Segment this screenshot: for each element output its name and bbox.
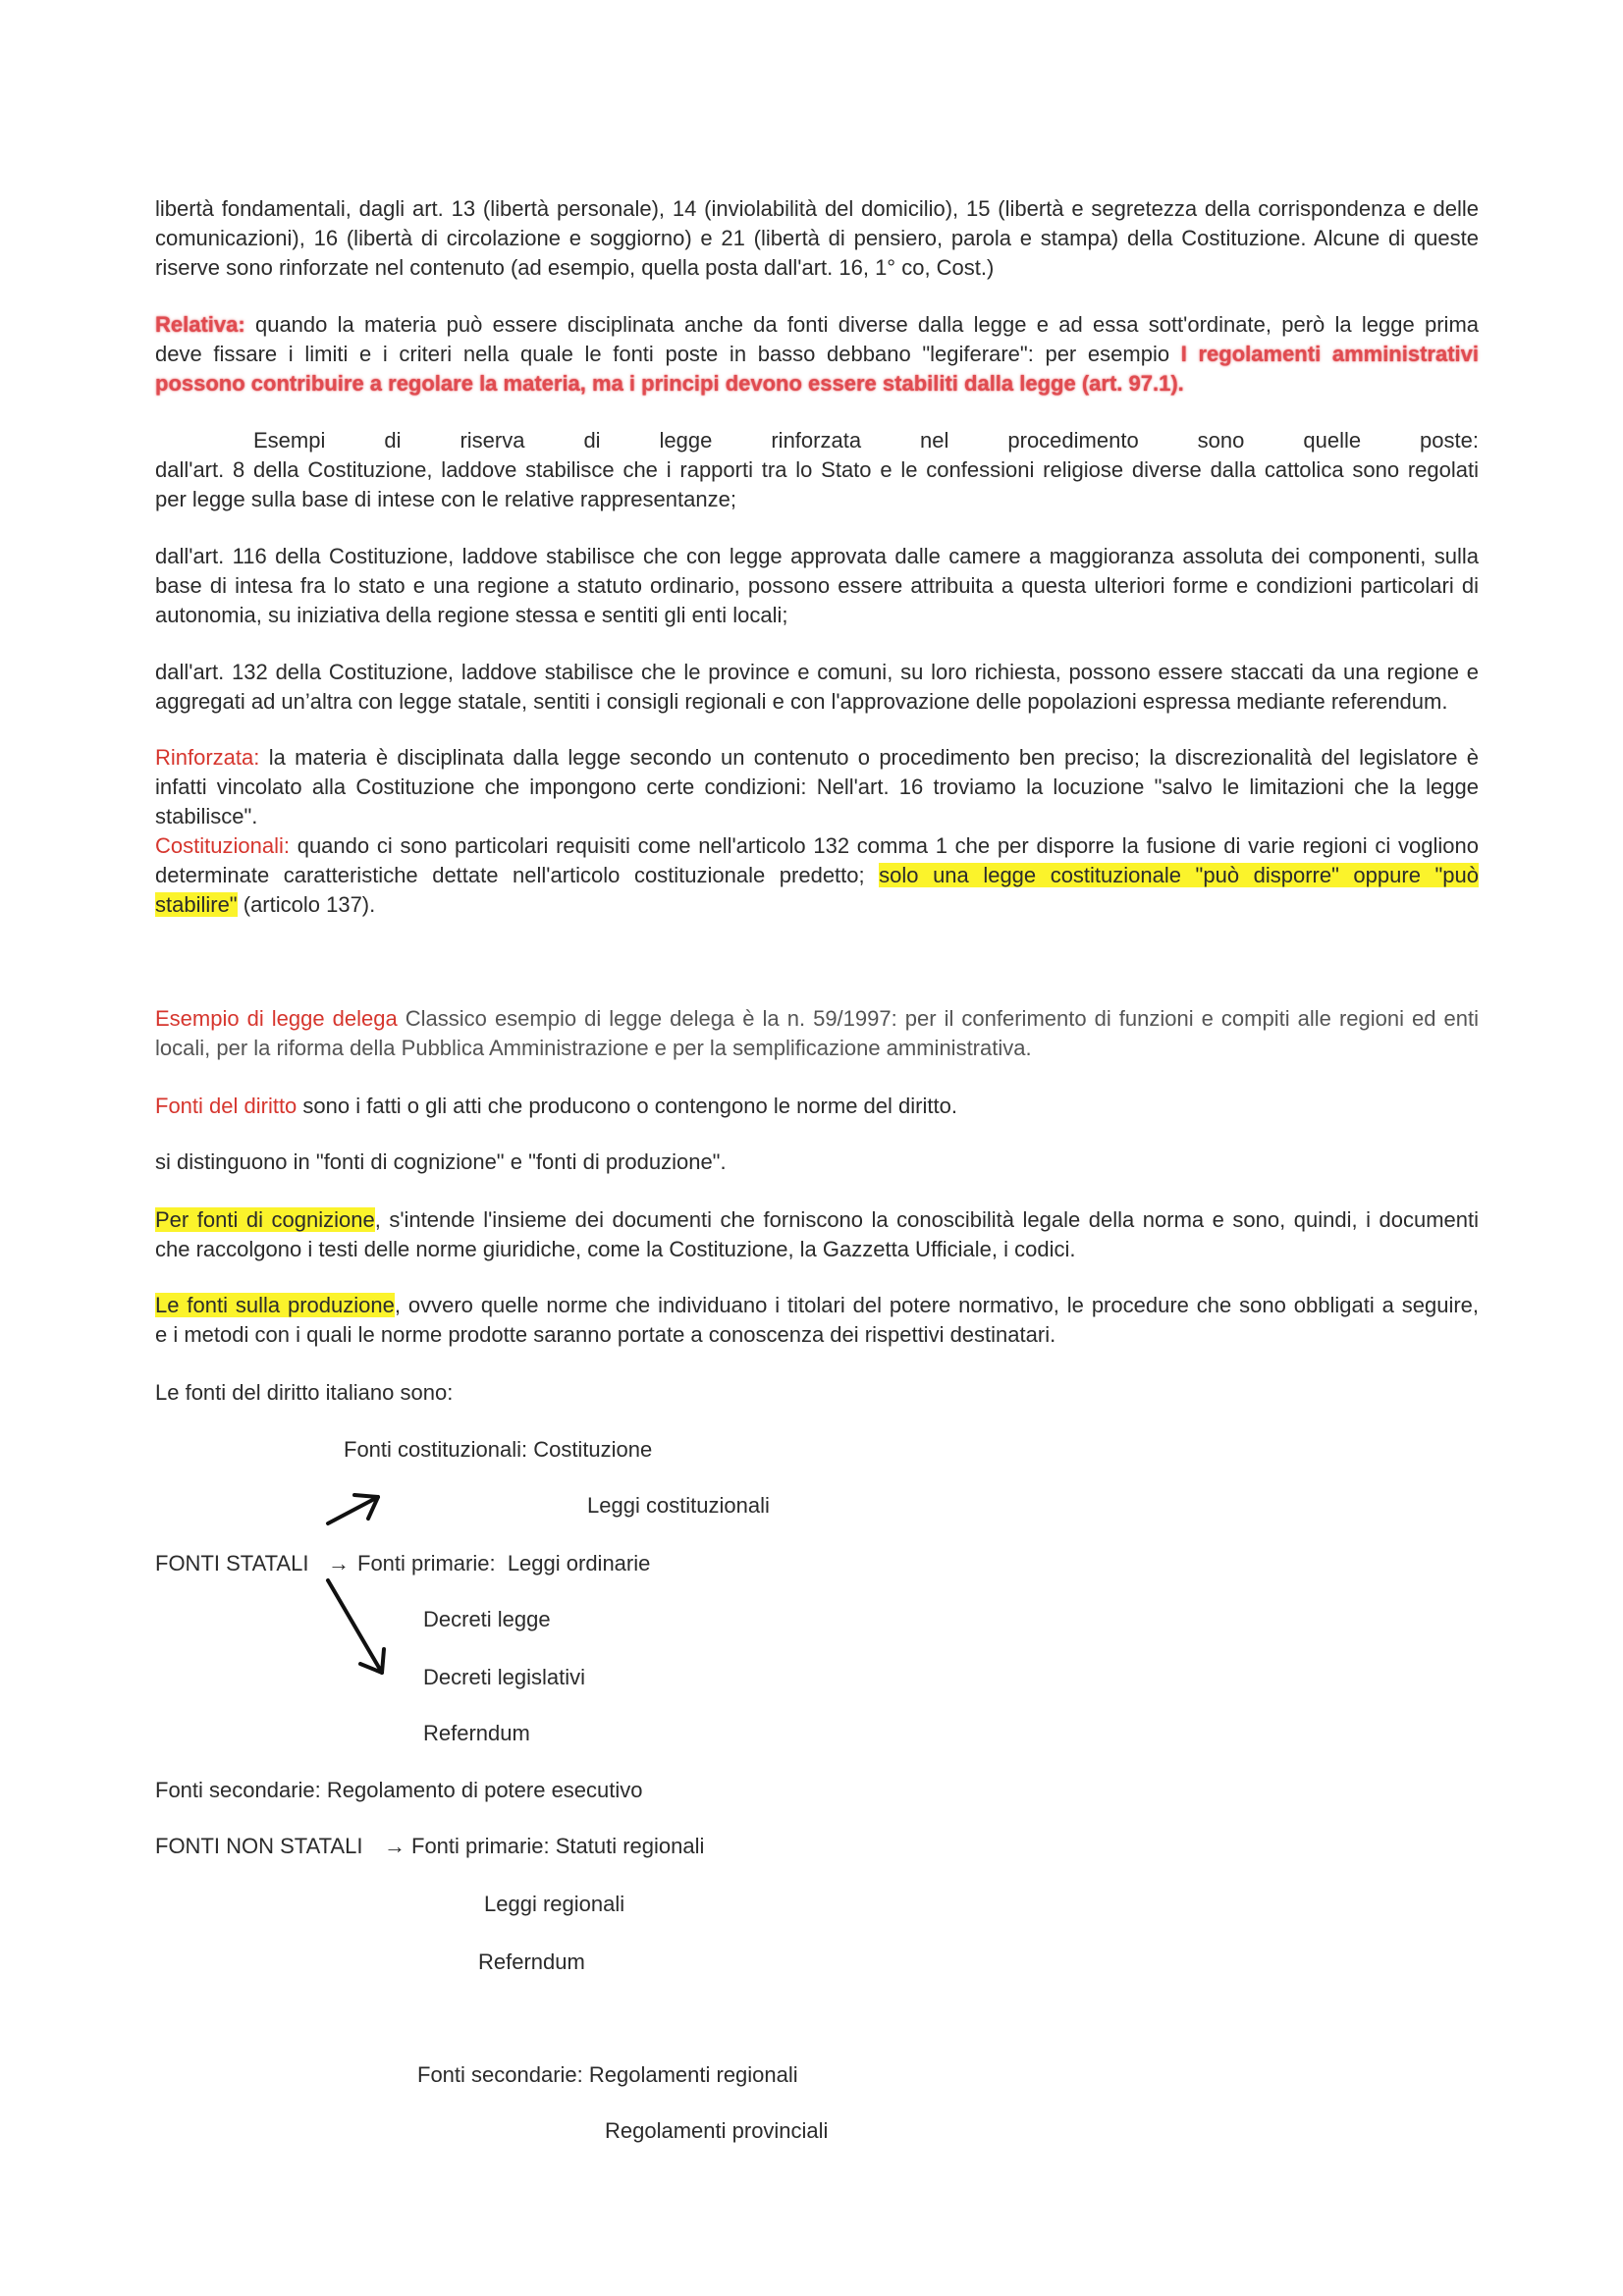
diagram-label-leggi-costituzionali: Leggi costituzionali [587, 1493, 770, 1518]
text-line [155, 340, 1479, 369]
body-text: autonomia, su iniziativa della regione stessa e sentiti gli enti locali; [155, 603, 788, 627]
red-label: Rinforzata: [155, 745, 260, 770]
text-line [155, 601, 1479, 630]
paragraph-riserva-relativa [155, 310, 1479, 399]
text-line [155, 542, 1479, 571]
paragraph-esempi-riserva-rinforzata [155, 426, 1479, 514]
body-text: dall'art. 8 della Costituzione, laddove stabilisce che i rapporti tra lo Stato e le confessioni religiose diverse dalla cattolica sono regolati [155, 457, 1479, 482]
text-line [155, 426, 1479, 455]
text-line [155, 1092, 1479, 1121]
text-line [155, 802, 1479, 831]
body-text: quando ci sono particolari requisiti come nell'articolo 132 comma 1 che per disporre la fusione di varie regioni ci vogliono [289, 833, 1479, 858]
body-text: quando la materia può essere disciplinata anche da fonti diverse dalla legge e ad essa sott'ordinate, però la legge prima [244, 312, 1479, 337]
paragraph-riserva-rinforzata [155, 743, 1479, 831]
body-text: si distinguono in "fonti di cognizione" e "fonti di produzione". [155, 1149, 727, 1174]
text-line [155, 1034, 1479, 1063]
highlighted-text: solo una legge costituzionale "può disporre" oppure "può [879, 863, 1479, 887]
text-line [155, 1148, 1479, 1177]
arrow-shaft [328, 1497, 378, 1523]
text-line [155, 1004, 1479, 1034]
paragraph-fonti-produzione [155, 1291, 1479, 1350]
highlighted-text: stabilire" [155, 892, 238, 917]
body-text: base di intesa fra lo stato e una regione a statuto ordinario, possono essere attribuita a questa ulteriori forme e condizioni particolari di [155, 573, 1479, 598]
body-text: aggregati ad un’altra con legge statale, sentiti i consigli regionali e con l'approvazione delle popolazioni espressa mediante referendum. [155, 689, 1448, 714]
red-emphasis-text: possono contribuire a regolare la materia, ma i principi devono essere stabiliti dalla legge (art. 97.1). [155, 371, 1184, 396]
paragraph-riserva-costituzionale [155, 831, 1479, 920]
body-text: libertà fondamentali, dagli art. 13 (libertà personale), 14 (inviolabilità del domicilio), 15 (libertà e segretezza della corrispondenza e delle [155, 196, 1479, 221]
diagram-label-referendum-statale: Referndum [423, 1721, 530, 1745]
body-text: (articolo 137). [237, 892, 376, 917]
text-line [155, 658, 1479, 687]
text-line [155, 369, 1479, 399]
body-text: la materia è disciplinata dalla legge secondo un contenuto o procedimento ben preciso; la discrezionalità del legislatore è [259, 745, 1479, 770]
text-line [155, 1235, 1479, 1264]
red-label: Esempio di legge delega [155, 1006, 398, 1031]
right-arrow-icon: → [384, 1834, 406, 1858]
paragraph-elenco-fonti-intro [155, 1378, 1479, 1408]
red-label: Fonti del diritto [155, 1094, 298, 1118]
body-text: dall'art. 116 della Costituzione, laddove stabilisce che con legge approvata dalle camere a maggioranza assoluta dei componenti, sulla [155, 544, 1479, 568]
arrow-down-right-icon [328, 1580, 384, 1673]
diagram-label-decreti-legislativi: Decreti legislativi [423, 1665, 586, 1689]
body-text: riserve sono rinforzate nel contenuto (ad esempio, quella posta dall'art. 16, 1° co, Cost.) [155, 255, 995, 280]
paragraph-distinzione-fonti [155, 1148, 1479, 1177]
paragraph-riserve-liberta-fondamentali [155, 194, 1479, 283]
text-line [155, 687, 1479, 717]
text-line [155, 1320, 1479, 1350]
body-text: sono i fatti o gli atti che producono o contengono le norme del diritto. [297, 1094, 957, 1118]
red-emphasis-text: Relativa: [155, 312, 245, 337]
text-line [155, 455, 1479, 485]
body-text: infatti vincolato alla Costituzione che impongono certe condizioni: Nell'art. 16 troviamo la locuzione "salvo le limitazioni che la legge [155, 774, 1479, 799]
body-text: determinate caratteristiche dettate nell'articolo costituzionale predetto; [155, 863, 880, 887]
text-line [155, 1291, 1479, 1320]
text-line [155, 485, 1479, 514]
paragraph-fonti-cognizione [155, 1205, 1479, 1264]
diagram-label-fonti-primarie-non-statali: Fonti primarie: Statuti regionali [411, 1834, 705, 1858]
text-line [155, 1378, 1479, 1408]
diagram-label-decreti-legge: Decreti legge [423, 1607, 551, 1631]
text-line [155, 861, 1479, 890]
text-line [155, 831, 1479, 861]
highlighted-text: Le fonti sulla produzione [155, 1293, 395, 1317]
diagram-label-regolamenti-provinciali: Regolamenti provinciali [605, 2118, 829, 2143]
body-text: deve fissare i limiti e i criteri nella quale le fonti poste in basso debbano "legiferare": per esempio [155, 342, 1181, 366]
arrow-head [360, 1649, 384, 1673]
diagram-label-leggi-regionali: Leggi regionali [484, 1892, 625, 1916]
diagram-label-fonti-non-statali: FONTI NON STATALI [155, 1834, 363, 1858]
body-text: per legge sulla base di intese con le relative rappresentanze; [155, 487, 736, 511]
red-emphasis-text: I regolamenti amministrativi [1180, 342, 1479, 366]
diagram-label-fonti-secondarie-non-statali: Fonti secondarie: Regolamenti regionali [417, 2062, 798, 2087]
body-text: Le fonti del diritto italiano sono: [155, 1380, 454, 1405]
text-line [155, 194, 1479, 224]
body-text: comunicazioni), 16 (libertà di circolazione e soggiorno) e 21 (libertà di pensiero, parola e stampa) della Costituzione. Alcune di queste [155, 226, 1479, 250]
text-line [155, 310, 1479, 340]
arrow-head [354, 1495, 378, 1519]
diagram-label-fonti-costituzionali: Fonti costituzionali: Costituzione [344, 1437, 653, 1462]
text-line [155, 1205, 1479, 1235]
highlighted-text: Per fonti di cognizione [155, 1207, 375, 1232]
text-line [155, 743, 1479, 773]
muted-text: Classico esempio di legge delega è la n. 59/1997: per il conferimento di funzioni e compiti alle regioni ed enti [397, 1006, 1479, 1031]
body-text: che raccolgono i testi delle norme giuridiche, come la Costituzione, la Gazzetta Ufficiale, i codici. [155, 1237, 1076, 1261]
paragraph-legge-delega [155, 1004, 1479, 1063]
arrow-shaft [328, 1580, 382, 1673]
diagram-label-fonti-primarie-statali: Fonti primarie: Leggi ordinarie [357, 1551, 651, 1575]
paragraph-fonti-del-diritto [155, 1092, 1479, 1121]
body-text: dall'art. 132 della Costituzione, laddove stabilisce che le province e comuni, su loro richiesta, possono essere staccati da una regione e [155, 660, 1479, 684]
paragraph-art-116 [155, 542, 1479, 630]
body-text: Esempi di riserva di legge rinforzata nel procedimento sono quelle poste: [253, 428, 1479, 453]
text-line [155, 773, 1479, 802]
red-label: Costituzionali: [155, 833, 290, 858]
body-text: stabilisce". [155, 804, 258, 828]
muted-text: locali, per la riforma della Pubblica Amministrazione e per la semplificazione amministrativa. [155, 1036, 1032, 1060]
text-line [155, 253, 1479, 283]
text-line [155, 571, 1479, 601]
body-text: , ovvero quelle norme che individuano i titolari del potere normativo, le procedure che sono obbligati a seguire, [394, 1293, 1480, 1317]
diagram-label-referendum-regionale: Referndum [478, 1949, 585, 1974]
diagram-label-fonti-secondarie-statali: Fonti secondarie: Regolamento di potere esecutivo [155, 1778, 643, 1802]
text-line [155, 890, 1479, 920]
text-line [155, 224, 1479, 253]
body-text: e i metodi con i quali le norme prodotte saranno portate a conoscenza dei rispettivi destinatari. [155, 1322, 1056, 1347]
diagram-label-fonti-statali: FONTI STATALI [155, 1551, 309, 1575]
paragraph-art-132 [155, 658, 1479, 717]
arrow-up-right-icon [328, 1495, 378, 1523]
body-text: , s'intende l'insieme dei documenti che forniscono la conoscibilità legale della norma e sono, quindi, i documenti [374, 1207, 1479, 1232]
right-arrow-icon: → [328, 1551, 350, 1575]
